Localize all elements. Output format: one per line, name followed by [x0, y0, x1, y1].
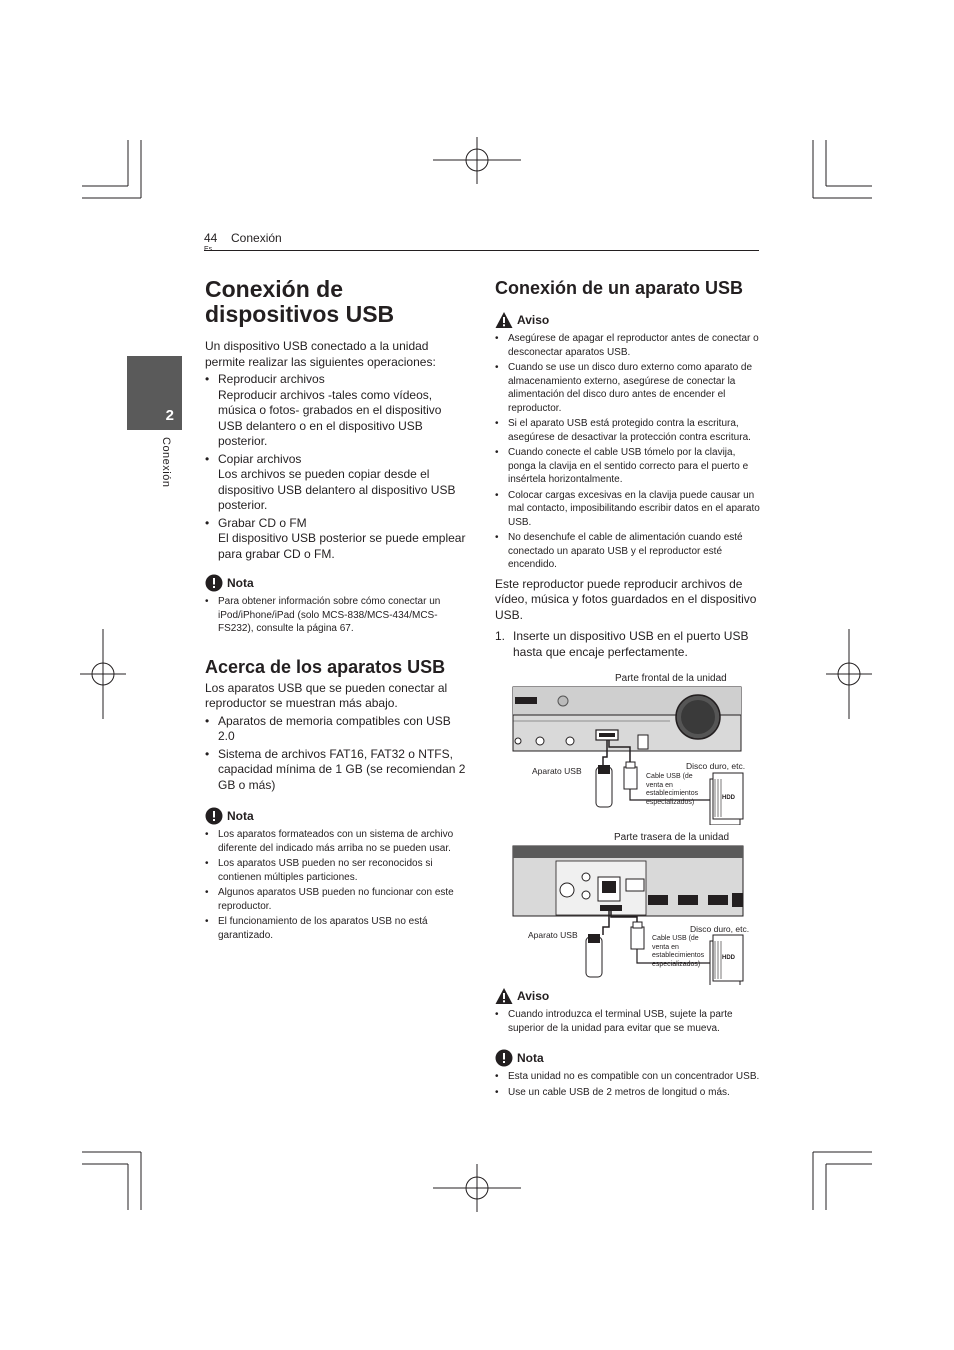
warning-callout: [495, 311, 761, 329]
feature-heading: • Grabar CD o FM: [218, 515, 307, 530]
step-list: [495, 629, 761, 660]
list-item: [205, 516, 467, 563]
feature-text: El dispositivo USB posterior se puede emplear para grabar CD o FM.: [218, 531, 466, 561]
rear-panel-label: Parte trasera de la unidad: [614, 832, 730, 843]
list-item: • No desenchufe el cable de alimentación cuando esté conectado un aparato USB y el reproductor esté encendido.: [495, 531, 761, 572]
body-paragraph: Este reproductor puede reproducir archivos de vídeo, música y fotos guardados en el dispositivo USB.: [495, 576, 757, 622]
hdd-label: Disco duro, etc.: [686, 761, 746, 771]
list-item: • Algunos aparatos USB pueden no funcionar con este reproductor.: [205, 886, 467, 913]
note-list: [205, 595, 467, 636]
list-item: • Cuando introduzca el terminal USB, sujete la parte superior de la unidad para evitar que se mueva.: [495, 1008, 761, 1035]
list-item: • Los aparatos USB pueden no ser reconocidos si contienen múltiples particiones.: [205, 857, 467, 884]
warning-label: Aviso: [517, 313, 550, 327]
note-callout: [495, 1049, 761, 1067]
intro-paragraph: Un dispositivo USB conectado a la unidad permite realizar las siguientes operaciones:: [205, 339, 436, 369]
note-label: Nota: [227, 809, 254, 823]
list-item: • Para obtener información sobre cómo conectar un iPod/iPhone/iPad (solo MCS-838/MCS-434/MCS-FS232), consulte la página 67.: [205, 595, 467, 636]
list-item: • Esta unidad no es compatible con un concentrador USB.: [495, 1070, 761, 1084]
list-item: • Colocar cargas excesivas en la clavija puede causar un mal contacto, imposibilitando escribir datos en el aparato USB.: [495, 489, 761, 530]
section-title-about-usb: Acerca de los aparatos USB: [205, 656, 446, 677]
feature-heading: • Copiar archivos: [218, 451, 302, 466]
warning-callout: [495, 987, 761, 1005]
list-item: • Cuando conecte el cable USB tómelo por la clavija, ponga la clavija en el sentido correcto para el puerto e insértela horizontalmente.: [495, 446, 761, 487]
note-label: Nota: [517, 1051, 544, 1065]
front-panel-label: Parte frontal de la unidad: [615, 673, 727, 684]
note-icon: [495, 1049, 513, 1067]
note-label: Nota: [227, 576, 254, 590]
note-callout: [205, 574, 467, 592]
about-list: [205, 714, 467, 794]
step-text: Inserte un dispositivo USB en el puerto USB hasta que encaje perfectamente.: [513, 629, 749, 659]
feature-text: Los archivos se pueden copiar desde el dispositivo USB delantero al dispositivo USB posterior.: [218, 467, 456, 512]
right-column: [495, 277, 761, 660]
section-title-connect-usb: Conexión de un aparato USB: [495, 278, 744, 298]
about-intro: Los aparatos USB que se pueden conectar al reproductor se muestran más abajo.: [205, 680, 448, 710]
note-icon: [205, 574, 223, 592]
cable-label: Cable USB (de venta en establecimientos especializados): [652, 935, 705, 968]
hdd-badge: HDD: [722, 795, 735, 801]
feature-heading: • Reproducir archivos: [218, 372, 325, 386]
note-list: [205, 828, 467, 942]
list-item: • Cuando se use un disco duro externo como aparato de almacenamiento externo, asegúrese de conectar la alimentación del disco duro antes de encender el reproductor.: [495, 361, 761, 415]
hdd-badge: HDD: [722, 955, 735, 961]
list-item: • Asegúrese de apagar el reproductor antes de conectar o desconectar aparatos USB.: [495, 332, 761, 359]
hdd-label: Disco duro, etc.: [690, 924, 750, 934]
list-item: • Los aparatos formateados con un sistema de archivo diferente del indicado más arriba no se pueden usar.: [205, 828, 467, 855]
warning-icon: [495, 311, 513, 329]
feature-list: [205, 372, 467, 562]
header-section-title: Conexión: [231, 231, 282, 245]
page-title: Conexión de dispositivos USB: [205, 276, 395, 327]
note-list: [495, 1070, 761, 1099]
usb-device-label: Aparato USB: [528, 930, 578, 940]
chapter-number: 2: [165, 407, 174, 424]
front-panel-illustration: [510, 685, 760, 825]
list-item: • Si el aparato USB está protegido contra la escritura, asegúrese de desactivar la protección contra escritura.: [495, 417, 761, 444]
left-column: [205, 277, 467, 942]
warning-list: [495, 1008, 761, 1035]
step-number: 1.: [495, 629, 506, 643]
list-item: [205, 452, 467, 514]
list-item: • Aparatos de memoria compatibles con USB 2.0: [205, 714, 467, 745]
cable-label: Cable USB (de venta en establecimientos especializados): [646, 773, 699, 806]
chapter-tab: [127, 356, 182, 430]
header-rule: [204, 250, 759, 251]
warning-list: [495, 332, 761, 572]
list-item: [205, 372, 467, 450]
step-item: [495, 629, 761, 660]
chapter-tab-label: Conexión: [160, 437, 172, 488]
warning-label: Aviso: [517, 989, 550, 1003]
feature-text: Reproducir archivos -tales como vídeos, música o fotos- grabados en el dispositivo USB delantero o en el dispositivo USB posterior.: [218, 387, 442, 448]
note-callout: [205, 807, 467, 825]
lower-right-notes: [495, 987, 761, 1099]
list-item: • Use un cable USB de 2 metros de longitud o más.: [495, 1086, 761, 1100]
rear-panel-illustration: [510, 845, 760, 985]
page-number: 44: [204, 231, 218, 245]
usb-device-label: Aparato USB: [532, 766, 582, 776]
note-icon: [205, 807, 223, 825]
list-item: • El funcionamiento de los aparatos USB no está garantizado.: [205, 915, 467, 942]
list-item: • Sistema de archivos FAT16, FAT32 o NTFS, capacidad mínima de 1 GB (se recomiendan 2 GB o más): [205, 747, 467, 794]
warning-icon: [495, 987, 513, 1005]
